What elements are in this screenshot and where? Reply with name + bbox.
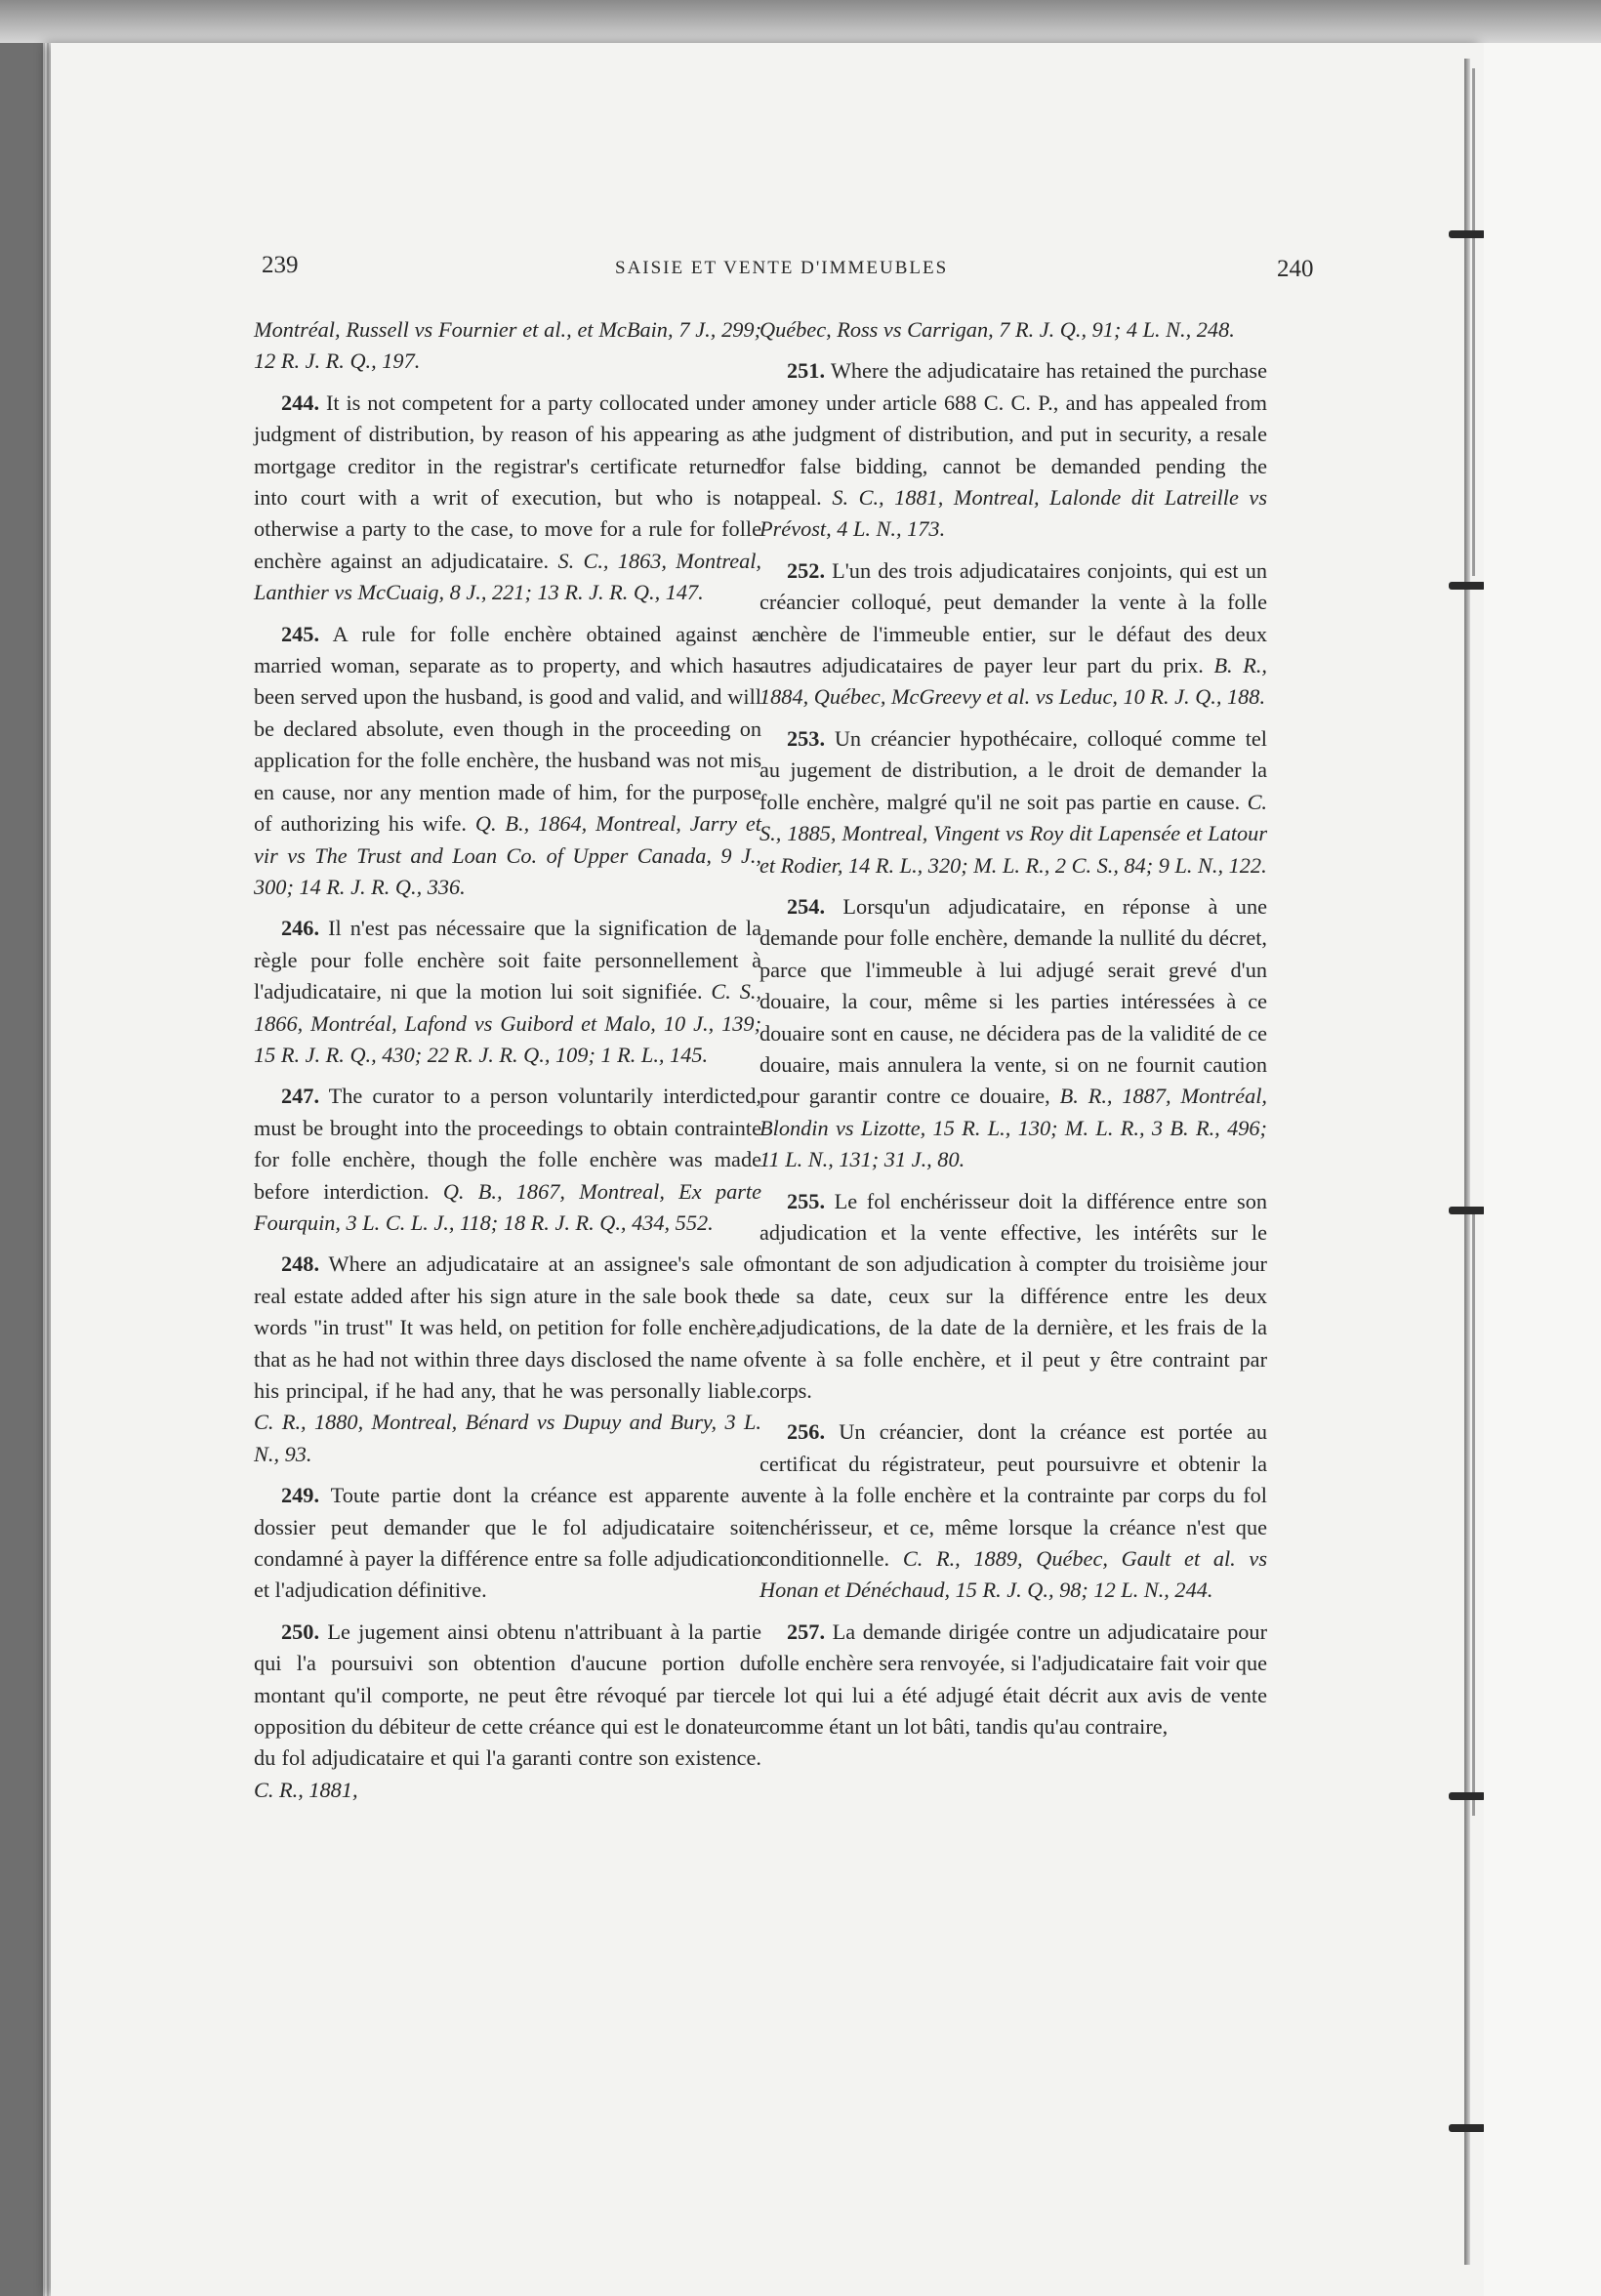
entry: Montréal, Russell vs Fournier et al., et McBain, 7 J., 299; 12 R. J. R. Q., 197. xyxy=(254,317,761,374)
entry-251: 251. Where the adjudicataire has retained the purchase money under article 688 C. C. P., and has appealed from the judgment of distribution, and put in security, a resale for false bidding, cannot be demanded pending the appeal. S. C., 1881, Montreal, Lalonde dit Latreille vs Prévost, 4 L. N., 173. xyxy=(759,358,1268,542)
entry-256: 256. Un créancier, dont la créance est portée au certificat du régistrateur, peut poursuivre et obtenir la vente à la folle enchère et la contrainte par corps du fol enchérisseur, et ce, même lorsque la créance n'est que conditionnelle. C. R., 1889, Québec, Gault et al. vs Honan et Dénéchaud, 15 R. J. Q., 98; 12 L. N., 244. xyxy=(759,1419,1268,1603)
entry-254: 254. Lorsqu'un adjudicataire, en réponse à une demande pour folle enchère, demande la nullité du décret, parce que l'immeuble à lui adjugé serait grevé d'un douaire, la cour, même si les parties intéressées à ce douaire sont en cause, ne décidera pas de la validité de ce douaire, mais annulera la vente, si on ne fournit caution pour garantir contre ce douaire, B. R., 1887, Montréal, Blondin vs Lizotte, 15 R. L., 130; M. L. R., 3 B. R., 496; 11 L. N., 131; 31 J., 80. xyxy=(759,893,1267,1172)
entry-245: 245. A rule for folle enchère obtained against a married woman, separate as to property, and which has been served upon the husband, is good and valid, and will be declared absolute, even though in the proceeding on application for the folle enchère, the husband was not mis en cause, nor any mention made of him, for the purpose of authorizing his wife. Q. B., 1864, Montreal, Jarry et vir vs The Trust and Loan Co. of Upper Canada, 9 J., 300; 14 R. J. R. Q., 336. xyxy=(254,621,762,899)
running-head xyxy=(51,252,1484,291)
entry-244: 244. It is not competent for a party collocated under a judgment of distribution, by reason of his appearing as a mortgage creditor in the registrar's certificate returned into court with a writ of execution, but who is not otherwise a party to the case, to move for a rule for folle enchère against an adjudicataire. S. C., 1863, Montreal, Lanthier vs McCuaig, 8 J., 221; 13 R. J. R. Q., 147. xyxy=(254,390,762,605)
page-number-right: 240 xyxy=(1277,256,1314,282)
binding-stitch xyxy=(1449,2124,1486,2132)
entry-253: 253. Un créancier hypothécaire, colloqué comme tel au jugement de distribution, a le droit de demander la folle enchère, malgré qu'il ne soit pas partie en cause. C. S., 1885, Montreal, Vingent vs Roy dit Lapensée et Latour et Rodier, 14 R. L., 320; M. L. R., 2 C. S., 84; 9 L. N., 122. xyxy=(759,725,1268,878)
entry-250: 250. Le jugement ainsi obtenu n'attribuant à la partie qui l'a poursuivi son obtention d'aucune portion du montant qu'il comporte, ne peut être révoqué par tierce opposition du débiteur de cette créance qui est le donateur du fol adjudicataire et qui l'a garanti contre son existence. C. R., 1881, xyxy=(254,1619,762,1802)
book-page xyxy=(51,43,1484,2296)
entry-249: 249. Toute partie dont la créance est apparente au dossier peut demander que le fol adjudicataire soit condamné à payer la différence entre sa folle adjudication et l'adjudication définitive. xyxy=(254,1483,762,1603)
page-number-left: 239 xyxy=(262,252,299,278)
entry-246: 246. Il n'est pas nécessaire que la signification de la règle pour folle enchère soit faite personnellement à l'adjudicataire, ni que la motion lui soit signifiée. C. S., 1866, Montréal, Lafond vs Guibord et Malo, 10 J., 139; 15 R. J. R. Q., 430; 22 R. J. R. Q., 109; 1 R. L., 145. xyxy=(254,916,762,1067)
binding-stitch xyxy=(1449,1207,1486,1214)
entry-252: 252. L'un des trois adjudicataires conjoints, qui est un créancier colloqué, peut demander la vente à la folle enchère de l'immeuble entier, sur le défaut des deux autres adjudicataires de payer leur part du prix. B. R., 1884, Québec, McGreevy et al. vs Leduc, 10 R. J. Q., 188. xyxy=(759,557,1267,710)
entry-257: 257. La demande dirigée contre un adjudicataire pour folle enchère sera renvoyée, si l'adjudicataire fait voir que le lot qui lui a été adjugé était décrit aux avis de vente comme étant un lot bâti, tandis qu'au contraire, xyxy=(759,1619,1268,1740)
entry-248: 248. Where an adjudicataire at an assignee's sale of real estate added after his sign ature in the sale book the words "in trust" It was held, on petition for folle enchère, that as he had not within three days disclosed the name of his principal, if he had any, that he was personally liable. C. R., 1880, Montreal, Bénard vs Dupuy and Bury, 3 L. N., 93. xyxy=(254,1251,761,1466)
entry: Québec, Ross vs Carrigan, 7 R. J. Q., 91; 4 L. N., 248. xyxy=(759,317,1235,342)
binding-gutter xyxy=(1464,59,1470,2265)
entry-247: 247. The curator to a person voluntarily interdicted, must be brought into the proceedings to obtain contrainte for folle enchère, though the folle enchère was made before interdiction. Q. B., 1867, Montreal, Ex parte Fourquin, 3 L. C. L. J., 118; 18 R. J. R. Q., 434, 552. xyxy=(254,1084,762,1235)
running-title: SAISIE ET VENTE D'IMMEUBLES xyxy=(615,258,949,278)
binding-stitch xyxy=(1449,1792,1486,1800)
binding-stitch xyxy=(1449,230,1486,238)
scan-background-top xyxy=(0,0,1601,43)
right-column xyxy=(759,314,1267,1752)
entry-255: 255. Le fol enchérisseur doit la différence entre son adjudication et la vente effective, les intérêts sur le montant de son adjudication à compter du troisième jour de sa date, ceux sur la différence entre les deux adjudications, de la date de la dernière, et les frais de la vente à sa folle enchère, et il peut y être contraint par corps. xyxy=(759,1188,1267,1403)
left-column xyxy=(254,314,761,1816)
binding-thread xyxy=(1472,1210,1475,1816)
facing-page-sliver xyxy=(1484,43,1601,2296)
binding-stitch xyxy=(1449,582,1486,590)
binding-thread xyxy=(1472,68,1475,576)
